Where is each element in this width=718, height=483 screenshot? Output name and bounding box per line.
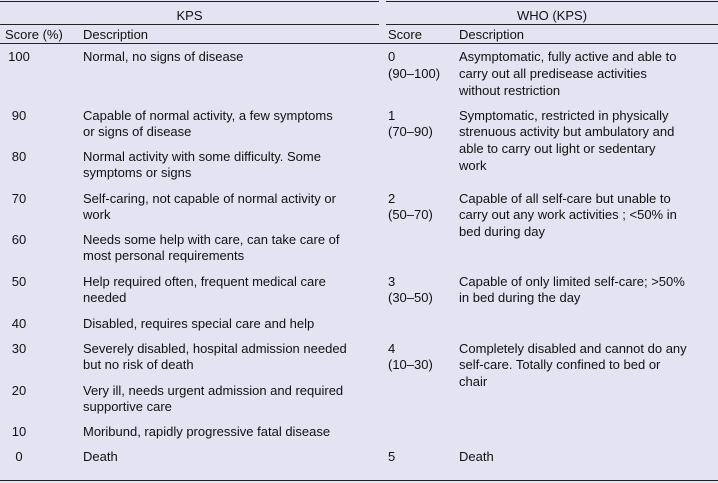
kps-row-desc: Moribund, rapidly progressive fatal disease <box>83 424 331 439</box>
who-row-desc: Capable of only limited self-care; >50% <box>459 274 685 289</box>
kps-row-score: 30 <box>11 341 27 356</box>
who-row-desc: carry out all predisease activities <box>459 66 647 81</box>
kps-row-score: 50 <box>11 274 27 289</box>
who-row-score: 2 <box>388 191 396 206</box>
who-row-desc: chair <box>459 374 488 389</box>
kps-row-desc: Normal activity with some difficulty. Some <box>83 149 321 164</box>
mid-rule-who <box>386 24 718 25</box>
who-row-desc: work <box>459 158 487 173</box>
who-row-desc: Asymptomatic, fully active and able to <box>459 49 677 64</box>
kps-row-score: 40 <box>11 316 27 331</box>
kps-row-desc: work <box>83 207 111 222</box>
top-rule-who <box>386 1 718 2</box>
kps-row-desc: Disabled, requires special care and help <box>83 316 315 331</box>
kps-row-score: 100 <box>8 49 30 64</box>
who-row-desc: carry out any work activities ; <50% in <box>459 207 677 222</box>
who-heading: WHO (KPS) <box>516 8 588 23</box>
who-row-score: 3 <box>388 274 396 289</box>
who-row-score: 0 <box>388 49 396 64</box>
kps-row-desc: Severely disabled, hospital admission needed <box>83 341 347 356</box>
who-row-range: (50–70) <box>388 207 433 222</box>
kps-row-desc: or signs of disease <box>83 124 192 139</box>
who-row-range: (70–90) <box>388 124 433 139</box>
kps-row-score: 10 <box>11 424 27 439</box>
who-row-desc: Capable of all self-care but unable to <box>459 191 671 206</box>
kps-row-desc: Capable of normal activity, a few symptoms <box>83 108 333 123</box>
kps-heading: KPS <box>176 8 203 23</box>
kps-row-desc: Help required often, frequent medical care <box>83 274 326 289</box>
who-row-desc: Death <box>459 449 494 464</box>
who-description-header: Description <box>459 27 525 42</box>
who-row-desc: bed during day <box>459 224 546 239</box>
kps-row-desc: supportive care <box>83 399 172 414</box>
top-rule-kps <box>0 1 379 2</box>
kps-row-desc: Self-caring, not capable of normal activity or <box>83 191 336 206</box>
who-row-range: (30–50) <box>388 290 433 305</box>
header-rule <box>0 43 718 44</box>
who-row-score: 5 <box>388 449 396 464</box>
kps-row-desc: symptoms or signs <box>83 165 192 180</box>
who-row-desc: able to carry out light or sedentary <box>459 141 656 156</box>
who-row-range: (10–30) <box>388 357 433 372</box>
kps-row-score: 0 <box>15 449 23 464</box>
kps-row-score: 60 <box>11 232 27 247</box>
who-row-desc: strenuous activity but ambulatory and <box>459 124 675 139</box>
mid-rule-kps <box>0 24 379 25</box>
kps-row-desc: Needs some help with care, can take care of <box>83 232 340 247</box>
bottom-rule <box>0 480 718 481</box>
kps-row-desc: Death <box>83 449 118 464</box>
kps-row-score: 20 <box>11 383 27 398</box>
who-row-desc: in bed during the day <box>459 290 581 305</box>
who-row-desc: Completely disabled and cannot do any <box>459 341 687 356</box>
who-row-desc: without restriction <box>459 83 561 98</box>
kps-row-score: 70 <box>11 191 27 206</box>
who-row-score: 4 <box>388 341 396 356</box>
kps-row-score: 80 <box>11 149 27 164</box>
kps-row-desc: Normal, no signs of disease <box>83 49 244 64</box>
kps-row-desc: but no risk of death <box>83 357 194 372</box>
kps-row-desc: Very ill, needs urgent admission and required <box>83 383 344 398</box>
who-row-desc: self-care. Totally confined to bed or <box>459 357 661 372</box>
kps-description-header: Description <box>83 27 149 42</box>
who-row-range: (90–100) <box>388 66 441 81</box>
kps-row-desc: needed <box>83 290 127 305</box>
who-row-desc: Symptomatic, restricted in physically <box>459 108 669 123</box>
who-score-header: Score <box>388 27 422 42</box>
kps-row-desc: most personal requirements <box>83 248 245 263</box>
kps-score-header: Score (%) <box>5 27 63 42</box>
who-row-score: 1 <box>388 108 396 123</box>
kps-row-score: 90 <box>11 108 27 123</box>
